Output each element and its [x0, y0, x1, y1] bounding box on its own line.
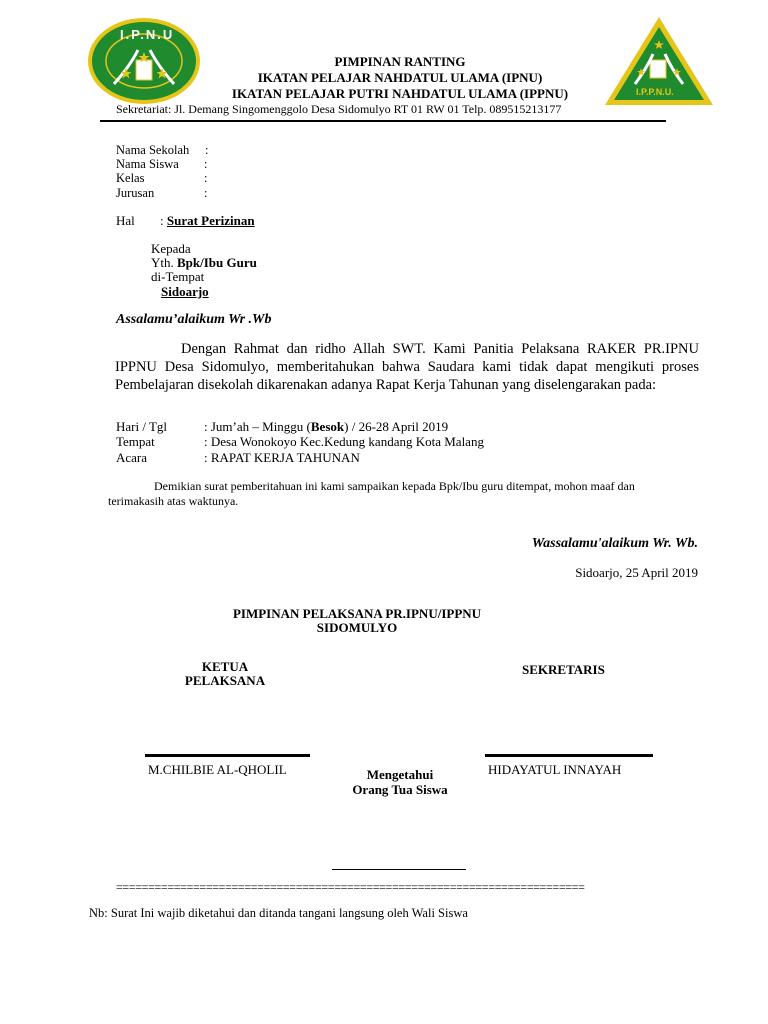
footnote: Nb: Surat Ini wajib diketahui dan ditanda tangani langsung oleh Wali Siswa — [89, 906, 468, 920]
logo-right-text: I.P.P.N.U. — [636, 87, 674, 97]
left-title-2: PELAKSANA — [184, 673, 266, 688]
yth-name: Bpk/Ibu Guru — [177, 255, 257, 270]
field-sep: : — [204, 157, 208, 171]
sign-org-line1: PIMPINAN PELAKSANA PR.IPNU/IPPNU — [232, 606, 482, 621]
subject-label: Hal — [116, 213, 135, 228]
event-date-suffix: ) / 26-28 April 2019 — [344, 419, 449, 434]
sign-org-line2: SIDOMULYO — [316, 620, 398, 635]
right-signature-line — [485, 754, 653, 757]
divider: ========================================================================= — [116, 880, 585, 894]
event-agenda-value: : RAPAT KERJA TAHUNAN — [204, 450, 360, 465]
middle-acknowledge: Mengetahui — [366, 767, 434, 782]
event-agenda — [116, 450, 360, 466]
middle-parent: Orang Tua Siswa — [352, 782, 448, 797]
subject-line — [116, 213, 255, 229]
subject-sep: : — [160, 213, 164, 228]
recipient-city: Sidoarjo — [161, 284, 209, 299]
recipient-to: Kepada — [151, 241, 191, 256]
field-sep: : — [204, 186, 208, 200]
field-sep: : — [204, 171, 208, 185]
field-label: Nama Sekolah — [116, 143, 190, 157]
parent-signature-line — [332, 869, 466, 870]
closing-text-content: Demikian surat pemberitahuan ini kami sampaikan kepada Bpk/Ibu guru ditempat, mohon maaf dan terimakasih atas waktunya. — [108, 479, 635, 508]
event-date-label: Hari / Tgl — [116, 419, 168, 434]
letterhead-rule — [100, 120, 666, 122]
event-place-label: Tempat — [116, 434, 155, 449]
left-signature-line — [145, 754, 310, 757]
field-school — [116, 143, 208, 158]
field-class — [116, 171, 207, 186]
field-sep: : — [205, 143, 209, 157]
field-student-name — [116, 157, 207, 172]
event-place — [116, 434, 484, 450]
greeting: Assalamu’alaikum Wr .Wb — [116, 312, 272, 327]
field-label: Jurusan — [116, 186, 155, 200]
org-name-ippnu: IKATAN PELAJAR PUTRI NAHDATUL ULAMA (IPPNU) — [231, 86, 569, 101]
yth-prefix: Yth. — [151, 255, 174, 270]
field-label: Kelas — [116, 171, 145, 185]
field-major — [116, 186, 207, 201]
body-paragraph — [115, 340, 699, 394]
recipient-place: di-Tempat — [151, 269, 205, 284]
event-date — [116, 419, 448, 435]
right-title: SEKRETARIS — [522, 662, 605, 677]
event-agenda-label: Acara — [116, 450, 148, 465]
org-name-ipnu: IKATAN PELAJAR NAHDATUL ULAMA (IPNU) — [257, 70, 543, 85]
body-text: Dengan Rahmat dan ridho Allah SWT. Kami Panitia Pelaksana RAKER PR.IPNU IPPNU Desa Sidomulyo, memberitahukan bahwa Saudara kami tidak dapat mengikuti proses Pembelajaran disekolah dikarenakan adanya Rapat Kerja Tahunan yang diselengarakan pada: — [115, 341, 699, 393]
left-signer-name: M.CHILBIE AL-QHOLIL — [148, 762, 287, 777]
right-signer-name: HIDAYATUL INNAYAH — [488, 762, 622, 777]
letter-date: Sidoarjo, 25 April 2019 — [575, 565, 698, 580]
closing-text — [108, 479, 668, 509]
field-label: Nama Siswa — [116, 157, 179, 171]
left-title-1: KETUA — [201, 659, 249, 674]
subject-value: Surat Perizinan — [166, 213, 255, 228]
logo-left-text: I.P.N.U — [120, 27, 175, 42]
org-title: PIMPINAN RANTING — [334, 54, 466, 69]
event-place-value: : Desa Wonokoyo Kec.Kedung kandang Kota Malang — [204, 434, 484, 449]
secretariat-address: Sekretariat: Jl. Demang Singomenggolo Desa Sidomulyo RT 01 RW 01 Telp. 089515213177 — [116, 102, 562, 116]
farewell: Wassalamu'alaikum Wr. Wb. — [531, 536, 698, 551]
event-date-bold: Besok — [310, 419, 345, 434]
event-date-prefix: : Jum’ah – Minggu ( — [204, 419, 311, 434]
